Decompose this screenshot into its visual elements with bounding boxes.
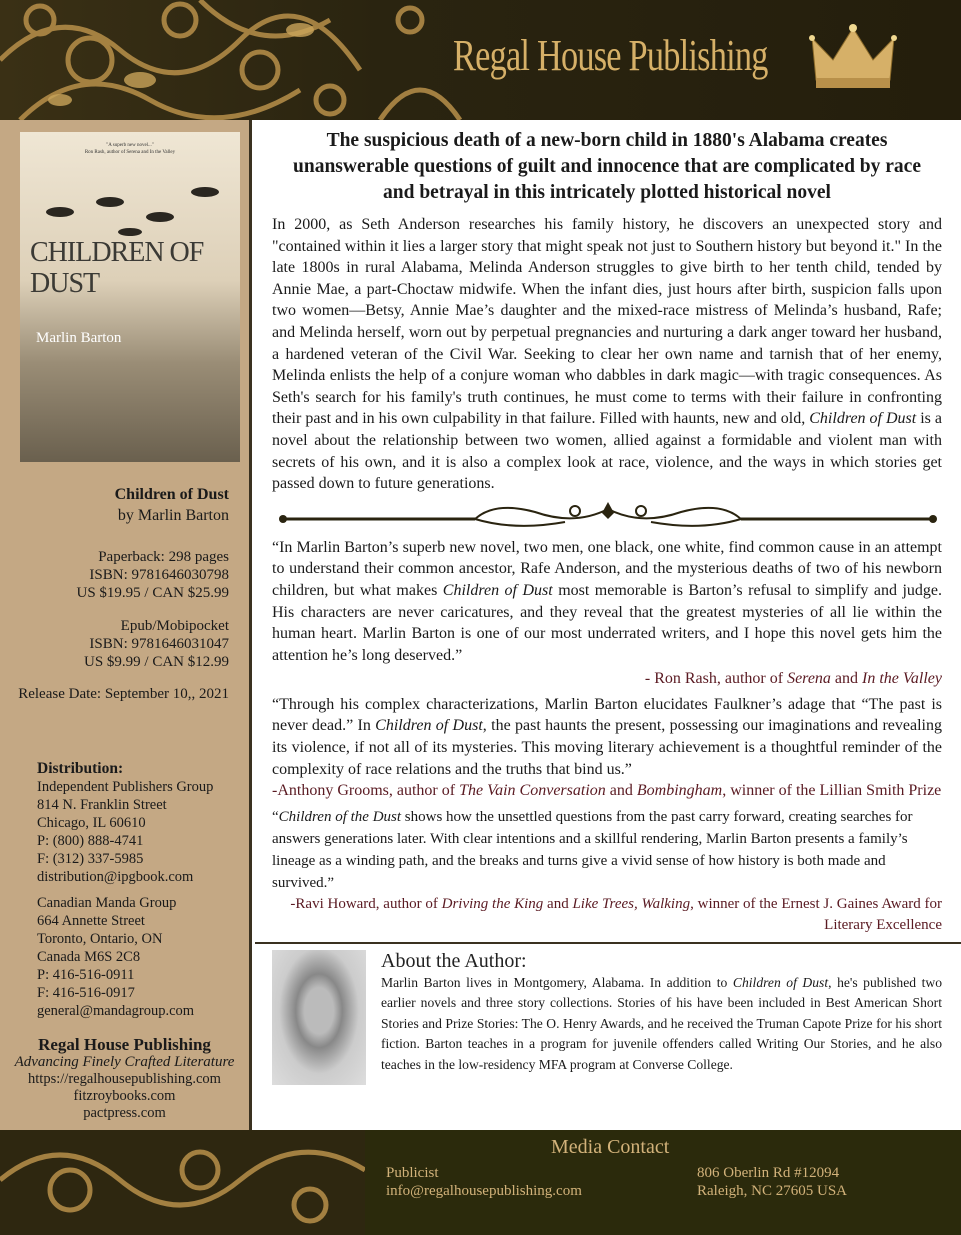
ebook-format: Epub/Mobipocket bbox=[120, 618, 229, 634]
headline: The suspicious death of a new-born child in 1880's Alabama creates unanswerable questions of guilt and innocence that are complicated by race and betrayal in this intricately plotted historical novel bbox=[293, 130, 921, 203]
us-distributor-line: Independent Publishers Group bbox=[37, 779, 214, 795]
release-date: Release Date: September 10,, 2021 bbox=[18, 686, 229, 702]
book-cover-image bbox=[20, 132, 240, 462]
publisher-link[interactable]: pactpress.com bbox=[83, 1105, 166, 1121]
publisher-logo-text: Regal House Publishing bbox=[453, 31, 768, 80]
main-content bbox=[255, 120, 961, 1130]
paperback-isbn: ISBN: 9781646030798 bbox=[89, 567, 229, 583]
ca-distributor-line: Toronto, Ontario, ON bbox=[37, 931, 163, 947]
distribution-heading: Distribution: bbox=[37, 760, 124, 777]
ebook-price: US $9.99 / CAN $12.99 bbox=[83, 654, 229, 670]
description: In 2000, as Seth Anderson researches his family history, he discovers an unexpected story and "contained within it lies a larger story that might speak not just to Southern history but beyond it." In the late 1800s in rural Alabama, Melinda Anderson struggles to give birth to her tenth child, tended by Annie Mae, a part-Choctaw midwife. When the infant dies, just hours after birth, suspicion falls upon two women—Betsy, Annie Mae’s daughter and the mixed-race mistress of Melinda’s husband, Rafe; and Melinda herself, worn out by perpetual pregnancies and nurturing a dark anger toward her husband, a hardened veteran of the Civil War. Seeking to clear her own name and tarnish that of her enemy, Melinda enlists the help of a conjure woman who dabbles in dark magic—with tragic consequences. As Seth's search for his family's truth continues, he must come to terms with their failure in confronting their past and in his own culpability in that failure. Filled with haunts, new and old, Children of Dust is a novel about the relationship between two women, allied against a formidable and violent man with secrets of his own, and it is also a complex look at race, violence, and the ways in which stories get passed down to future generations. bbox=[272, 216, 942, 493]
us-distributor-line: F: (312) 337-5985 bbox=[37, 851, 144, 867]
book-title: Children of Dust bbox=[114, 486, 229, 503]
publisher-name: Regal House Publishing bbox=[38, 1035, 211, 1054]
media-contact-heading: Media Contact bbox=[551, 1136, 670, 1158]
paperback-price: US $19.95 / CAN $25.99 bbox=[76, 585, 229, 601]
ca-distributor-line: Canadian Manda Group bbox=[37, 895, 177, 911]
cover-author: Marlin Barton bbox=[36, 330, 122, 346]
book-byline: by Marlin Barton bbox=[117, 507, 229, 524]
ca-distributor-line: 664 Annette Street bbox=[37, 913, 145, 929]
us-distributor-line: P: (800) 888-4741 bbox=[37, 833, 144, 849]
publisher-link[interactable]: fitzroybooks.com bbox=[73, 1088, 176, 1104]
geese-illustration bbox=[20, 172, 240, 242]
publisher-link[interactable]: https://regalhousepublishing.com bbox=[28, 1071, 221, 1087]
section-divider bbox=[255, 942, 961, 944]
cover-title: CHILDREN OF DUST bbox=[30, 237, 204, 299]
us-distributor-email[interactable]: distribution@ipgbook.com bbox=[37, 869, 194, 885]
header-banner bbox=[0, 0, 961, 120]
crown-icon bbox=[808, 20, 898, 95]
cover-blurb-attr: Ron Rash, author of Serena and In the Valley bbox=[84, 150, 176, 155]
floral-ornament bbox=[0, 1130, 365, 1235]
publisher-tagline: Advancing Finely Crafted Literature bbox=[14, 1054, 235, 1070]
ca-distributor-email[interactable]: general@mandagroup.com bbox=[37, 1003, 195, 1019]
review-ron-rash: “In Marlin Barton’s superb new novel, two men, one black, one white, find common cause in an attempt to understand their common ancestor, Rafe Anderson, and the mysterious deaths of two of his newborn children, but what makes Children of Dust most memorable is Barton’s refusal to simplify and judge. His characters are never caricatures, and they reveal that the greatest mysteries of all lie within the human heart. Marlin Barton is one of our most underrated writers, and I hope this novel gets him the attention he’s long deserved.” bbox=[272, 538, 943, 664]
publicist-label: Publicist bbox=[386, 1165, 439, 1181]
cover-blurb-quote: "A superb new novel..." bbox=[106, 143, 154, 148]
address-line: 806 Oberlin Rd #12094 bbox=[697, 1165, 840, 1181]
ca-distributor-line: P: 416-516-0911 bbox=[37, 967, 135, 983]
footer bbox=[0, 1130, 961, 1235]
ca-distributor-line: Canada M6S 2C8 bbox=[37, 949, 141, 965]
publicist-email[interactable]: info@regalhousepublishing.com bbox=[386, 1183, 582, 1199]
ca-distributor-line: F: 416-516-0917 bbox=[37, 985, 135, 1001]
review-ron-rash-attribution: - Ron Rash, author of Serena and In the Valley bbox=[644, 670, 942, 688]
ebook-isbn: ISBN: 9781646031047 bbox=[89, 636, 229, 652]
review-anthony-grooms: “Through his complex characterizations, Marlin Barton elucidates Faulkner’s adage that “The past is never dead.” In Children of Dust, the past haunts the present, possessing our imaginations and revealing its violence, if not all of its mysteries. This moving literary achievement is a thoughtful reminder of the complexity of race relations and the truths that bind us.” bbox=[272, 695, 943, 778]
review-ravi-howard: “Children of the Dust shows how the unsettled questions from the past carry forward, creating searches for answers generations later. With clear intentions and a skillful rendering, Marlin Barton presents a family’s lineage as a winding path, and the breaks and turns give a vivid sense of how history is both made and survived.” bbox=[272, 808, 913, 891]
paperback-format: Paperback: 298 pages bbox=[98, 549, 229, 565]
address-line: Raleigh, NC 27605 USA bbox=[697, 1183, 847, 1199]
review-ravi-howard-attribution: -Ravi Howard, author of Driving the King and Like Trees, Walking, winner of the Ernest J. Gaines Award for Literary Excellence bbox=[290, 895, 942, 933]
sidebar bbox=[0, 120, 252, 1130]
review-anthony-grooms-attribution: -Anthony Grooms, author of The Vain Conversation and Bombingham, winner of the Lillian Smith Prize bbox=[272, 782, 942, 800]
us-distributor-line: 814 N. Franklin Street bbox=[37, 797, 167, 813]
ornamental-divider bbox=[275, 501, 941, 531]
about-author-heading: About the Author: bbox=[381, 949, 527, 972]
author-photo bbox=[272, 950, 366, 1085]
about-author-text: Marlin Barton lives in Montgomery, Alabama. In addition to Children of Dust, he's published two earlier novels and three story collections. Stories of his have been included in Best American Short Stories and Prize Stories: The O. Henry Awards, and he received the Truman Capote Prize for his short fiction. Barton teaches in a program for juvenile offenders called Writing Our Stories, and he also teaches in the low-residency MFA program at Converse College. bbox=[381, 974, 942, 1072]
us-distributor-line: Chicago, IL 60610 bbox=[37, 815, 146, 831]
